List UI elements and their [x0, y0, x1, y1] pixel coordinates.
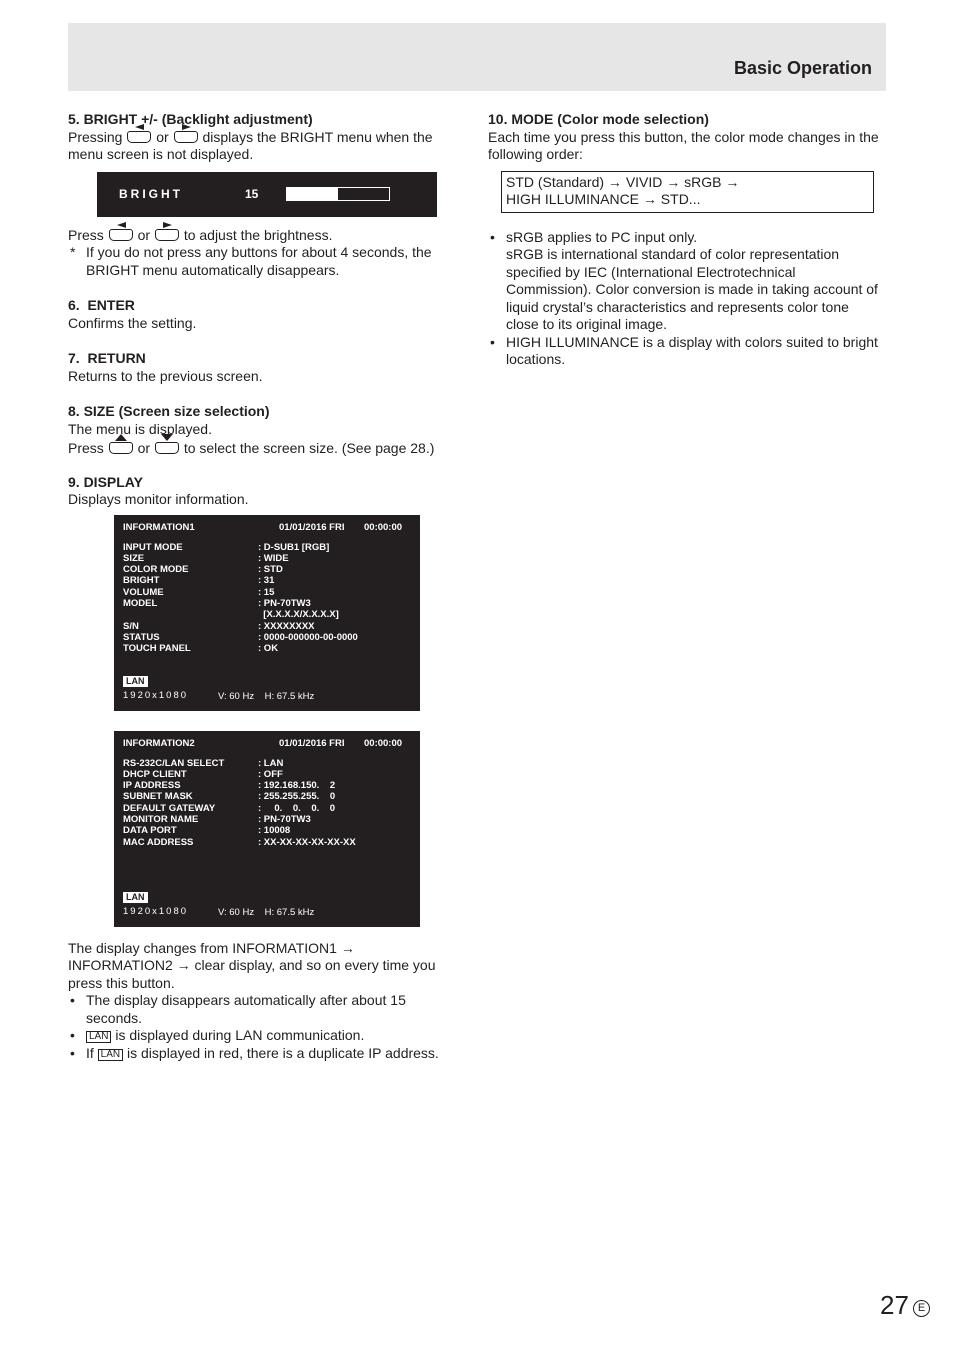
- right-column: [488, 111, 880, 369]
- bright-intro-b: displays the BRIGHT menu when the menu screen is not displayed.: [68, 128, 433, 162]
- bullet-dot: •: [70, 1044, 75, 1061]
- bright-adjust-b: to adjust the brightness.: [183, 226, 333, 243]
- info-row-key: MODEL: [123, 597, 158, 609]
- info-row-key: IP ADDRESS: [123, 780, 181, 792]
- display-text: Displays monitor information.: [68, 491, 249, 507]
- bullet-dot: •: [70, 992, 75, 1008]
- info-row-value: : 0000-000000-00-0000: [258, 631, 358, 643]
- info-row-value: : OK: [258, 643, 279, 655]
- info-row-key: VOLUME: [123, 586, 164, 598]
- info-row-value: : OFF: [258, 768, 283, 780]
- bright-note-text: If you do not press any buttons for about 4 seconds, the BRIGHT menu automatically disappears.: [86, 244, 432, 278]
- info-row-value: : 10008: [258, 825, 291, 837]
- size-press-b: to select the screen size. (See page 28.): [183, 440, 435, 456]
- info-row-value: : STD: [258, 564, 283, 576]
- info-row-key: S/N: [123, 620, 139, 632]
- info-row: [123, 542, 358, 553]
- info-row: [123, 632, 358, 643]
- info-row-value: : XX-XX-XX-XX-XX-XX: [258, 836, 356, 848]
- right-button-icon: [155, 229, 179, 241]
- enter-section: [68, 297, 460, 332]
- info2-date: 01/01/2016 FRI: [279, 737, 345, 749]
- left-button-icon: [109, 229, 133, 241]
- info-row-key: MONITOR NAME: [123, 813, 199, 825]
- information1-osd: [114, 515, 420, 711]
- info2-lan-tag: LAN: [123, 892, 148, 903]
- info-row-key: DATA PORT: [123, 825, 177, 837]
- info-row: [123, 587, 358, 598]
- size-press-a: Press: [68, 440, 104, 456]
- info-row: [123, 575, 358, 586]
- up-button-icon: [109, 442, 133, 454]
- info-row-key: INPUT MODE: [123, 541, 183, 553]
- info-row-key: DHCP CLIENT: [123, 768, 187, 780]
- bullet-dot: •: [70, 1027, 75, 1043]
- return-heading: 7. RETURN: [68, 350, 146, 366]
- info-row-value: : 192.168.150. 2: [258, 780, 336, 792]
- info-row: [123, 598, 358, 609]
- info-row-value: : WIDE: [258, 552, 289, 564]
- lan-inline-tag: LAN: [98, 1049, 123, 1061]
- info-row-value: : 255.255.255. 0: [258, 791, 336, 803]
- info-row-value: : PN-70TW3: [258, 597, 311, 609]
- mode-bullet-1-line1: sRGB applies to PC input only.: [506, 228, 698, 245]
- info-row-value: : D-SUB1 [RGB]: [258, 541, 330, 553]
- bright-level-bar: [286, 187, 390, 201]
- info-row-value: : XXXXXXXX: [258, 620, 315, 632]
- bright-intro-a: Pressing: [68, 128, 123, 145]
- mode-order-line-1: STD (Standard) → VIVID → sRGB →: [506, 173, 740, 190]
- info-row: [123, 825, 356, 836]
- info-row-value: : 0. 0. 0. 0: [258, 802, 336, 814]
- down-button-icon: [155, 442, 179, 454]
- enter-text: Confirms the setting.: [68, 314, 197, 331]
- display-after: The display changes from INFORMATION1 → INFORMATION2 → clear display, and so on every time you press this button.: [68, 939, 436, 991]
- info-row-key: STATUS: [123, 631, 160, 643]
- info-row-key: SIZE: [123, 552, 145, 564]
- mode-bullet-2: [488, 334, 880, 369]
- info-row: [123, 609, 358, 620]
- bullet-dot: •: [490, 228, 495, 245]
- page-language-badge: E: [913, 1300, 930, 1317]
- bright-osd: [97, 172, 437, 217]
- mode-bullet-2-text: HIGH ILLUMINANCE is a display with colors suited to bright locations.: [506, 333, 878, 367]
- return-section: [68, 350, 460, 385]
- display-section: [68, 474, 460, 1063]
- info-row-value: : 31: [258, 575, 275, 587]
- info-row: [123, 758, 356, 769]
- return-text: Returns to the previous screen.: [68, 367, 263, 384]
- info-row: [123, 837, 356, 848]
- asterisk-mark: *: [70, 244, 76, 260]
- info2-frequency: V: 60 Hz H: 67.5 kHz: [218, 906, 315, 918]
- info-row: [123, 621, 358, 632]
- info-row: [123, 769, 356, 780]
- info-row-key: BRIGHT: [123, 575, 160, 587]
- bright-heading: 5. BRIGHT +/- (Backlight adjustment): [68, 111, 313, 127]
- bright-intro: [68, 129, 460, 164]
- info1-time: 00:00:00: [364, 521, 403, 533]
- info-row-key: SUBNET MASK: [123, 791, 193, 803]
- left-column: [68, 111, 460, 1062]
- info1-frequency: V: 60 Hz H: 67.5 kHz: [218, 690, 315, 702]
- info-row-key: RS-232C/LAN SELECT: [123, 757, 225, 769]
- display-bullet-1: [68, 992, 460, 1027]
- mode-text: Each time you press this button, the color mode changes in the following order:: [488, 128, 879, 162]
- info1-title: INFORMATION1: [123, 521, 195, 533]
- mode-heading: 10. MODE (Color mode selection): [488, 111, 709, 127]
- page-number: 27: [880, 1290, 909, 1320]
- display-bullet-2: [68, 1027, 460, 1045]
- info2-time: 00:00:00: [364, 737, 403, 749]
- display-bullet-3: [68, 1045, 460, 1063]
- mode-bullet-1: [488, 229, 880, 334]
- info-row-key: COLOR MODE: [123, 564, 189, 576]
- size-section: [68, 403, 460, 458]
- bright-adjust-or: or: [137, 226, 151, 243]
- info-row-value: : PN-70TW3: [258, 813, 311, 825]
- bright-adjust: [68, 227, 460, 245]
- display-bullet-2-text: is displayed during LAN communication.: [115, 1027, 365, 1043]
- right-button-icon: [174, 131, 198, 143]
- size-press: [68, 440, 460, 458]
- size-press-or: or: [137, 440, 151, 456]
- info2-title: INFORMATION2: [123, 737, 195, 749]
- info-row: [123, 814, 356, 825]
- info-row: [123, 643, 358, 654]
- info-row-key: [123, 609, 258, 620]
- display-bullet-3-pre: If: [86, 1044, 94, 1061]
- size-heading: 8. SIZE (Screen size selection): [68, 403, 270, 419]
- lan-inline-tag: LAN: [86, 1031, 111, 1043]
- size-text: The menu is displayed.: [68, 420, 212, 437]
- display-heading: 9. DISPLAY: [68, 473, 143, 490]
- bullet-dot: •: [490, 333, 495, 350]
- left-button-icon: [127, 131, 151, 143]
- info2-rows: [123, 758, 356, 848]
- info-row: [123, 553, 358, 564]
- bright-level-fill: [287, 188, 338, 200]
- header-band: [68, 23, 886, 91]
- info-row: [123, 564, 358, 575]
- info1-rows: [123, 542, 358, 655]
- info-row-value: : LAN: [258, 757, 284, 769]
- info-row-key: MAC ADDRESS: [123, 836, 194, 848]
- info-row-key: TOUCH PANEL: [123, 643, 191, 655]
- info1-resolution: 1920x1080: [123, 689, 189, 701]
- info-row: [123, 780, 356, 791]
- bright-osd-value: 15: [245, 186, 259, 201]
- bright-intro-or: or: [156, 128, 169, 145]
- information2-osd: [114, 731, 420, 927]
- display-bullet-3-text: is displayed in red, there is a duplicate IP address.: [127, 1044, 439, 1061]
- info1-date: 01/01/2016 FRI: [279, 521, 345, 533]
- info-row-value: : 15: [258, 586, 275, 598]
- display-bullet-1-text: The display disappears automatically after about 15 seconds.: [86, 992, 406, 1026]
- bright-section: [68, 111, 460, 279]
- section-title: Basic Operation: [733, 58, 872, 78]
- mode-bullet-1-rest: sRGB is international standard of color representation specified by IEC (International Electrotechnical Commission). Color conversion is made in taking account of liquid crystal’s characteristics and represents color tone close to its original image.: [506, 246, 878, 332]
- info-row: [123, 803, 356, 814]
- enter-heading: 6. ENTER: [68, 297, 135, 313]
- mode-order-box: [501, 171, 874, 213]
- info-row: [123, 791, 356, 802]
- info2-resolution: 1920x1080: [123, 905, 189, 917]
- info1-lan-tag: LAN: [123, 676, 148, 687]
- bright-adjust-a: Press: [68, 226, 104, 243]
- bright-osd-label: BRIGHT: [119, 186, 183, 201]
- info-row-key: DEFAULT GATEWAY: [123, 802, 216, 814]
- info-row-value: [X.X.X.X/X.X.X.X]: [258, 609, 339, 621]
- mode-order-line-2: HIGH ILLUMINANCE → STD...: [506, 191, 701, 207]
- bright-note: [68, 244, 460, 279]
